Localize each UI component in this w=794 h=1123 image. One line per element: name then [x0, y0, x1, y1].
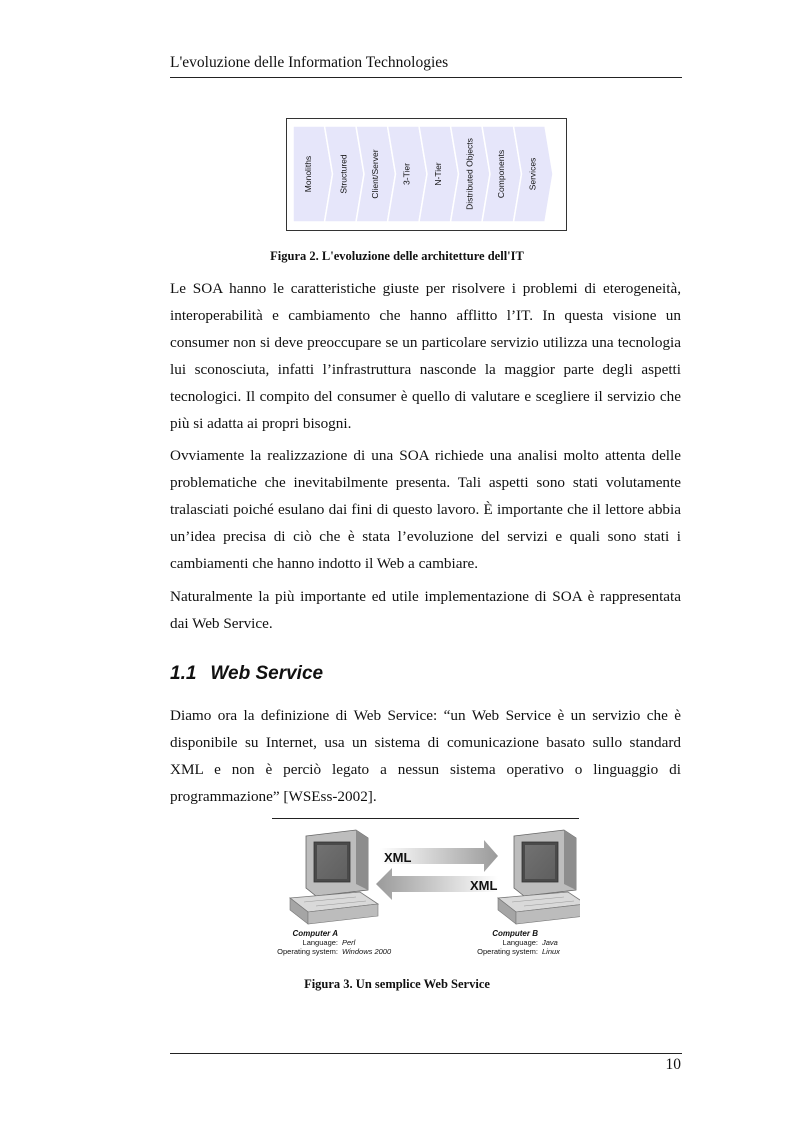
- computer-b-os: Linux: [542, 947, 560, 956]
- page-number: 10: [665, 1056, 681, 1073]
- paragraph-implementazione: Naturalmente la più importante ed utile implementazione di SOA è rappresentata dai Web Service.: [170, 588, 681, 632]
- figure-2-caption: Figura 2. L'evoluzione delle architetture dell'IT: [270, 249, 524, 263]
- xml-label-top: XML: [384, 850, 412, 865]
- paragraph-definizione: Diamo ora la definizione di Web Service: “un Web Service è un servizio che è disponibile su Internet, usa un sistema di comunicazione basato sullo standard XML e non è perciò legato a nessun sistema operativo o linguaggio di programmazione” [WSEss-2002].: [170, 707, 681, 805]
- chevron-stage-label: Services: [527, 157, 538, 191]
- chevron-stage-label: Monoliths: [303, 155, 313, 193]
- computer-b-os-label: Operating system:: [477, 947, 538, 956]
- chevron-stage-label: Client/Server: [370, 149, 380, 199]
- paragraph-soa: Le SOA hanno le caratteristiche giuste per risolvere i problemi di eterogeneità, interoperabilità e cambiamento che hanno afflitto l’IT. In questa visione un consumer non si deve preoccupare se un particolare servizio utilizza una tecnologia lui sconosciuta, infatti l’infrastruttura nasconde la maggior parte degli aspetti tecnologici. Il compito del consumer è quello di valutare e scegliere il servizio che più si adatta ai propri bisogni.: [170, 280, 681, 432]
- figure-3-web-service: [272, 818, 580, 966]
- running-header: L'evoluzione delle Information Technologies: [170, 54, 449, 71]
- footer-rule: [170, 1053, 682, 1054]
- computer-a-language: Perl: [342, 938, 356, 947]
- section-title-text: Web Service: [210, 663, 324, 684]
- computer-a-os-label: Operating system:: [277, 947, 338, 956]
- chevron-stage-label: N-Tier: [433, 162, 443, 186]
- figure-3-illustration: [272, 818, 580, 966]
- computer-b-language-label: Language:: [502, 938, 538, 947]
- chevron-stage-label: Distributed Objects: [464, 138, 475, 210]
- chevron-stage-label: 3-Tier: [401, 163, 412, 185]
- computer-b-language: Java: [542, 938, 558, 947]
- section-heading: [170, 663, 323, 685]
- computer-a-language-label: Language:: [302, 938, 338, 947]
- figure-3-caption: Figura 3. Un semplice Web Service: [304, 977, 490, 991]
- paragraph-realizzazione: Ovviamente la realizzazione di una SOA richiede una analisi molto attenta delle problematiche che inevitabilmente presenta. Tali aspetti sono stati volutamente tralasciati poiché esulano dai fini di questo lavoro. È importante che il lettore abbia un’idea precisa di ciò che è stata l’evoluzione del servizi e quali sono stati i cambiamenti che hanno indotto il Web a cambiare.: [170, 447, 681, 572]
- computer-b-name: Computer B: [492, 929, 538, 938]
- computer-a-name: Computer A: [292, 929, 338, 938]
- computer-b-icon: [498, 830, 580, 924]
- section-number: 1.1: [170, 663, 197, 684]
- header-rule: [170, 77, 682, 78]
- computer-a-os: Windows 2000: [342, 947, 392, 956]
- figure-2-architecture-evolution: [286, 118, 567, 231]
- xml-label-bottom: XML: [470, 878, 498, 893]
- chevron-diagram: [287, 119, 566, 230]
- chevron-stage-label: Components: [496, 149, 506, 199]
- chevron-stage-label: Structured: [338, 154, 349, 194]
- computer-a-icon: [290, 830, 378, 924]
